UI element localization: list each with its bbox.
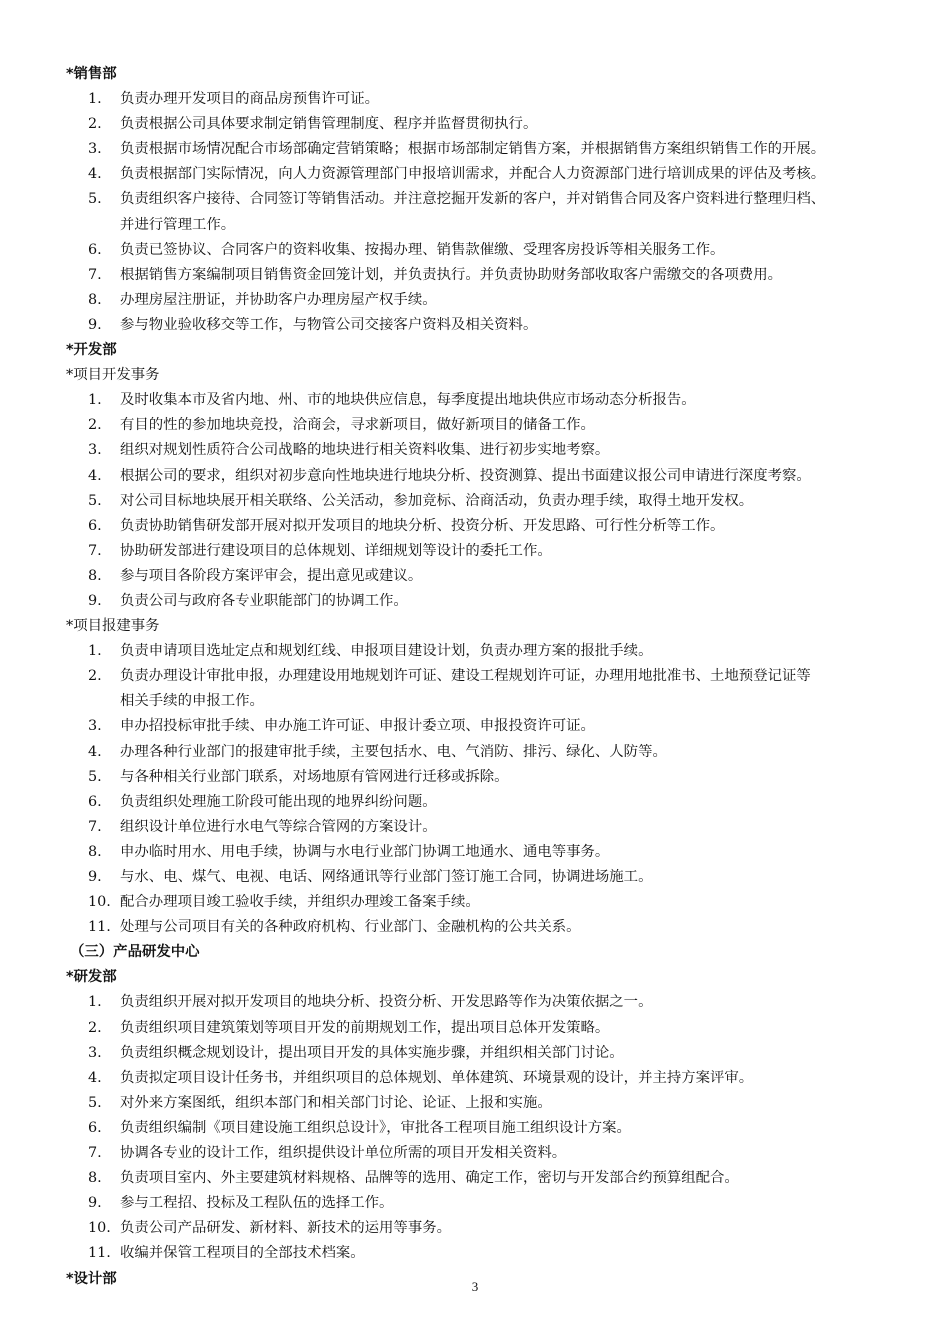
list-item-number: 4. xyxy=(88,743,102,760)
list-item-number: 11. xyxy=(88,919,111,936)
list-item-text: 参与工程招、投标及工程队伍的选择工作。 xyxy=(120,1195,394,1212)
list-item-number: 10. xyxy=(88,1220,111,1237)
list-item xyxy=(66,1016,936,1041)
list-item-number: 8. xyxy=(88,843,102,860)
list-item-text: 负责根据部门实际情况，向人力资源管理部门申报培训需求，并配合人力资源部门进行培训成果的评估及考核。 xyxy=(120,166,826,183)
list-item-text: 与水、电、煤气、电视、电话、网络通讯等行业部门签订施工合同，协调进场施工。 xyxy=(120,869,653,885)
list-item-text: 负责组织处理施工阶段可能出现的地界纠纷问题。 xyxy=(120,793,437,810)
subsection-heading: *项目开发事务 xyxy=(66,367,160,384)
list-item-number: 6. xyxy=(88,793,102,810)
list-item-text: 负责组织编制《项目建设施工组织总设计》，审批各工程项目施工组织设计方案。 xyxy=(120,1119,631,1136)
list-item xyxy=(66,790,936,815)
list-item-text: 负责组织开展对拟开发项目的地块分析、投资分析、开发思路等作为决策依据之一。 xyxy=(120,994,653,1011)
list-item-number: 7. xyxy=(88,266,102,283)
list-item xyxy=(66,514,936,539)
list-item-number: 4. xyxy=(88,1069,102,1086)
list-item xyxy=(66,112,936,137)
list-item xyxy=(66,1191,936,1216)
list-item-number: 2. xyxy=(88,1019,102,1036)
list-item-text: 处理与公司项目有关的各种政府机构、行业部门、金融机构的公共关系。 xyxy=(120,919,581,936)
list-item-text: 收编并保管工程项目的全部技术档案。 xyxy=(120,1245,365,1262)
list-item-number: 8. xyxy=(88,1170,102,1187)
list-item xyxy=(66,1241,936,1266)
list-item xyxy=(66,639,936,664)
list-item-text: 负责办理开发项目的商品房预售许可证。 xyxy=(120,91,380,108)
list-item-number: 8. xyxy=(88,291,102,308)
list-item xyxy=(66,438,936,463)
list-item-text: 负责拟定项目设计任务书，并组织项目的总体规划、单体建筑、环境景观的设计，并主持方案评审。 xyxy=(120,1069,754,1086)
list-item-text: 负责组织客户接待、合同签订等销售活动。并注意挖掘开发新的客户，并对销售合同及客户资料进行整理归档、 xyxy=(120,191,826,208)
list-item-number: 5. xyxy=(88,768,102,785)
list-item-text: 申办临时用水、用电手续，协调与水电行业部门协调工地通水、通电等事务。 xyxy=(120,843,610,860)
list-item xyxy=(66,1166,936,1191)
list-item-text: 及时收集本市及省内地、州、市的地块供应信息，每季度提出地块供应市场动态分析报告。 xyxy=(120,392,696,409)
list-item-text: 根据公司的要求，组织对初步意向性地块进行地块分析、投资测算、提出书面建议报公司申请进行深度考察。 xyxy=(120,467,811,484)
list-item xyxy=(66,1141,936,1166)
list-item xyxy=(66,413,936,438)
list-item-text: 负责公司与政府各专业职能部门的协调工作。 xyxy=(120,592,408,609)
list-item-text: 协调各专业的设计工作，组织提供设计单位所需的项目开发相关资料。 xyxy=(120,1145,567,1162)
list-item-number: 9. xyxy=(88,592,102,609)
list-item xyxy=(66,1116,936,1141)
list-item-continuation: 相关手续的申报工作。 xyxy=(120,693,264,710)
list-item xyxy=(66,489,936,514)
list-item-text: 对公司目标地块展开相关联络、公关活动，参加竞标、洽商活动，负责办理手续，取得土地开发权。 xyxy=(120,492,754,509)
subsection-heading: *项目报建事务 xyxy=(66,618,160,635)
list-item xyxy=(66,238,936,263)
list-item-number: 3. xyxy=(88,1044,102,1061)
list-item xyxy=(66,1091,936,1116)
list-item-continuation: 并进行管理工作。 xyxy=(120,216,236,233)
list-item xyxy=(66,187,936,237)
list-item xyxy=(66,388,936,413)
list-item xyxy=(66,1066,936,1091)
list-item-text: 办理房屋注册证，并协助客户办理房屋产权手续。 xyxy=(120,291,437,308)
list-item-number: 3. xyxy=(88,718,102,735)
list-item-text: 与各种相关行业部门联系，对场地原有管网进行迁移或拆除。 xyxy=(120,768,509,785)
list-item-text: 配合办理项目竣工验收手续，并组织办理竣工备案手续。 xyxy=(120,894,480,911)
list-item xyxy=(66,137,936,162)
list-item-number: 9. xyxy=(88,1195,102,1212)
list-item xyxy=(66,815,936,840)
list-item-text: 负责组织概念规划设计，提出项目开发的具体实施步骤，并组织相关部门讨论。 xyxy=(120,1044,624,1061)
list-item-number: 4. xyxy=(88,467,102,484)
list-item xyxy=(66,990,936,1015)
list-item xyxy=(66,664,936,714)
list-item-text: 协助研发部进行建设项目的总体规划、详细规划等设计的委托工作。 xyxy=(120,542,552,559)
list-item-number: 1. xyxy=(88,994,102,1011)
list-item xyxy=(66,765,936,790)
section-heading: *设计部 xyxy=(66,1270,117,1287)
list-item-text: 申办招投标审批手续、申办施工许可证、申报计委立项、申报投资许可证。 xyxy=(120,718,595,735)
list-item-text: 负责公司产品研发、新材料、新技术的运用等事务。 xyxy=(120,1220,451,1237)
list-item xyxy=(66,589,936,614)
list-item xyxy=(66,865,936,890)
list-item-number: 3. xyxy=(88,442,102,459)
list-item-text: 有目的性的参加地块竞投，洽商会，寻求新项目，做好新项目的储备工作。 xyxy=(120,417,595,434)
list-item-text: 负责办理设计审批申报，办理建设用地规划许可证、建设工程规划许可证，办理用地批准书、土地预登记证等 xyxy=(120,668,811,685)
section-heading: （三）产品研发中心 xyxy=(70,944,200,961)
section-heading: *研发部 xyxy=(66,969,117,986)
list-item xyxy=(66,915,936,940)
list-item-text: 根据销售方案编制项目销售资金回笼计划，并负责执行。并负责协助财务部收取客户需缴交的各项费用。 xyxy=(120,266,782,283)
page-number: 3 xyxy=(471,1279,479,1294)
list-item-number: 4. xyxy=(88,166,102,183)
section-heading: *销售部 xyxy=(66,66,117,82)
list-item-number: 11. xyxy=(88,1245,111,1262)
list-item xyxy=(66,87,936,112)
list-item-number: 2. xyxy=(88,417,102,434)
list-item-text: 负责组织项目建筑策划等项目开发的前期规划工作，提出项目总体开发策略。 xyxy=(120,1019,610,1036)
list-item-number: 7. xyxy=(88,1145,102,1162)
list-item-number: 2. xyxy=(88,668,102,685)
list-item xyxy=(66,1216,936,1241)
list-item-number: 1. xyxy=(88,91,102,108)
list-item xyxy=(66,162,936,187)
list-item-number: 5. xyxy=(88,1094,102,1111)
list-item-text: 办理各种行业部门的报建审批手续，主要包括水、电、气消防、排污、绿化、人防等。 xyxy=(120,743,667,760)
list-item xyxy=(66,263,936,288)
list-item-number: 10. xyxy=(88,894,111,911)
list-item-number: 1. xyxy=(88,392,102,409)
list-item-text: 组织设计单位进行水电气等综合管网的方案设计。 xyxy=(120,818,437,835)
list-item-number: 6. xyxy=(88,241,102,258)
list-item xyxy=(66,564,936,589)
list-item xyxy=(66,890,936,915)
list-item xyxy=(66,840,936,865)
list-item-number: 8. xyxy=(88,567,102,584)
list-item-text: 负责根据市场情况配合市场部确定营销策略；根据市场部制定销售方案，并根据销售方案组织销售工作的开展。 xyxy=(120,141,826,158)
list-item-text: 负责根据公司具体要求制定销售管理制度、程序并监督贯彻执行。 xyxy=(120,116,538,133)
section-heading: *开发部 xyxy=(66,342,117,359)
list-item-number: 6. xyxy=(88,517,102,534)
list-item xyxy=(66,313,936,338)
list-item-number: 9. xyxy=(88,316,102,333)
list-item xyxy=(66,1041,936,1066)
list-item-text: 参与项目各阶段方案评审会，提出意见或建议。 xyxy=(120,567,423,584)
list-item xyxy=(66,740,936,765)
list-item-text: 负责已签协议、合同客户的资料收集、按揭办理、销售款催缴、受理客房投诉等相关服务工作。 xyxy=(120,241,725,258)
list-item-text: 负责协助销售研发部开展对拟开发项目的地块分析、投资分析、开发思路、可行性分析等工作。 xyxy=(120,517,725,534)
list-item-number: 9. xyxy=(88,869,102,885)
list-item-text: 负责项目室内、外主要建筑材料规格、品牌等的选用、确定工作，密切与开发部合约预算组配合。 xyxy=(120,1170,739,1187)
list-item-text: 参与物业验收移交等工作，与物管公司交接客户资料及相关资料。 xyxy=(120,316,538,333)
list-item xyxy=(66,539,936,564)
list-item-number: 1. xyxy=(88,643,102,660)
list-item-number: 6. xyxy=(88,1119,102,1136)
list-item xyxy=(66,288,936,313)
list-item-number: 7. xyxy=(88,818,102,835)
list-item-text: 组织对规划性质符合公司战略的地块进行相关资料收集、进行初步实地考察。 xyxy=(120,442,610,459)
list-item-text: 对外来方案图纸，组织本部门和相关部门讨论、论证、上报和实施。 xyxy=(120,1094,552,1111)
list-item-number: 3. xyxy=(88,141,102,158)
list-item-number: 7. xyxy=(88,542,102,559)
document-body xyxy=(66,62,936,1292)
list-item-number: 5. xyxy=(88,191,102,208)
list-item-text: 负责申请项目选址定点和规划红线、申报项目建设计划，负责办理方案的报批手续。 xyxy=(120,643,653,660)
list-item-number: 5. xyxy=(88,492,102,509)
list-item xyxy=(66,464,936,489)
list-item xyxy=(66,714,936,739)
list-item-number: 2. xyxy=(88,116,102,133)
